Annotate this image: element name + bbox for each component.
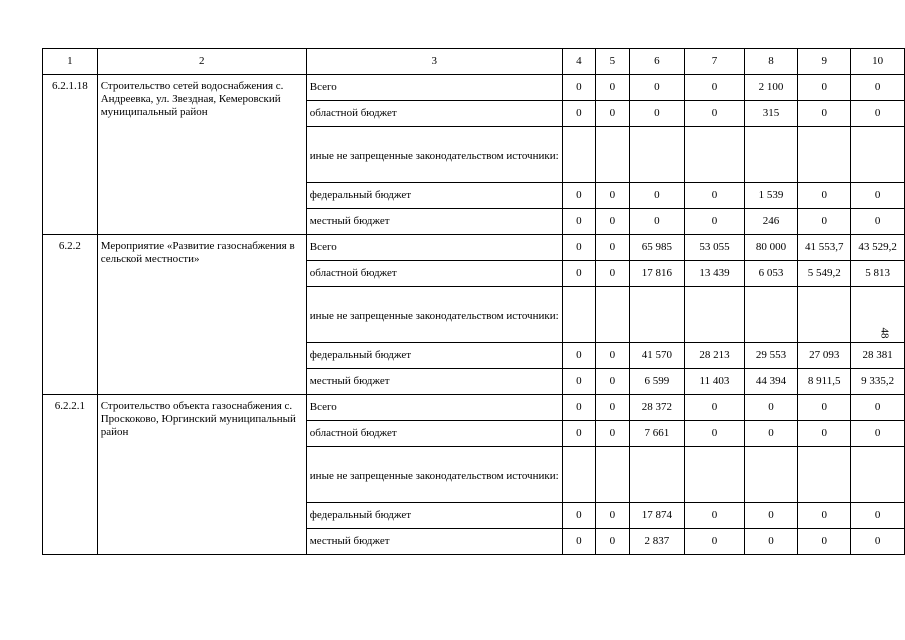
value-cell: 0 (798, 101, 851, 127)
item-name: Строительство объекта газоснабжения с. Проскоково, Юргинский муниципальный район (97, 395, 306, 555)
value-cell: 0 (798, 503, 851, 529)
value-cell: 0 (562, 369, 596, 395)
header-cell: 5 (596, 49, 630, 75)
value-cell: 0 (562, 343, 596, 369)
value-cell: 0 (798, 183, 851, 209)
funding-source: областной бюджет (306, 101, 562, 127)
value-cell: 0 (851, 421, 905, 447)
budget-table (42, 48, 905, 555)
value-cell: 17 816 (629, 261, 685, 287)
value-cell (629, 447, 685, 503)
value-cell: 29 553 (744, 343, 798, 369)
table-body (43, 49, 905, 555)
value-cell: 0 (562, 101, 596, 127)
value-cell (685, 287, 744, 343)
item-name: Строительство сетей водоснабжения с. Андреевка, ул. Звездная, Кемеровский муниципальный район (97, 75, 306, 235)
value-cell: 41 570 (629, 343, 685, 369)
value-cell: 0 (744, 421, 798, 447)
value-cell: 27 093 (798, 343, 851, 369)
value-cell: 0 (562, 261, 596, 287)
value-cell: 0 (851, 101, 905, 127)
value-cell (562, 447, 596, 503)
header-cell: 2 (97, 49, 306, 75)
value-cell: 0 (596, 261, 630, 287)
value-cell: 0 (562, 421, 596, 447)
header-row (43, 49, 905, 75)
value-cell: 0 (744, 529, 798, 555)
value-cell: 53 055 (685, 235, 744, 261)
item-number: 6.2.2 (43, 235, 98, 395)
value-cell: 0 (685, 75, 744, 101)
value-cell: 0 (851, 395, 905, 421)
value-cell (629, 127, 685, 183)
value-cell: 0 (851, 183, 905, 209)
value-cell: 0 (629, 75, 685, 101)
header-cell: 4 (562, 49, 596, 75)
value-cell (685, 447, 744, 503)
value-cell: 315 (744, 101, 798, 127)
value-cell: 0 (685, 529, 744, 555)
funding-source: областной бюджет (306, 421, 562, 447)
value-cell (685, 127, 744, 183)
funding-source: иные не запрещенные законодательством источники: (306, 447, 562, 503)
header-cell: 6 (629, 49, 685, 75)
value-cell: 2 100 (744, 75, 798, 101)
value-cell: 0 (596, 421, 630, 447)
value-cell: 0 (798, 75, 851, 101)
table-row (43, 75, 905, 101)
funding-source: местный бюджет (306, 369, 562, 395)
value-cell: 0 (851, 209, 905, 235)
value-cell: 0 (562, 209, 596, 235)
value-cell: 0 (685, 503, 744, 529)
value-cell (851, 447, 905, 503)
value-cell (596, 447, 630, 503)
value-cell: 0 (596, 183, 630, 209)
value-cell: 2 837 (629, 529, 685, 555)
page-number: 48 (878, 327, 891, 339)
value-cell: 0 (596, 209, 630, 235)
funding-source: Всего (306, 75, 562, 101)
value-cell: 13 439 (685, 261, 744, 287)
value-cell: 11 403 (685, 369, 744, 395)
value-cell: 0 (562, 183, 596, 209)
value-cell (798, 287, 851, 343)
value-cell: 0 (798, 529, 851, 555)
value-cell: 0 (596, 75, 630, 101)
header-cell: 10 (851, 49, 905, 75)
value-cell: 0 (851, 503, 905, 529)
value-cell: 44 394 (744, 369, 798, 395)
value-cell: 0 (629, 101, 685, 127)
value-cell: 28 372 (629, 395, 685, 421)
value-cell: 0 (596, 369, 630, 395)
value-cell: 0 (562, 75, 596, 101)
value-cell: 0 (596, 101, 630, 127)
funding-source: Всего (306, 235, 562, 261)
value-cell: 0 (562, 235, 596, 261)
value-cell: 0 (685, 421, 744, 447)
value-cell (798, 447, 851, 503)
value-cell: 0 (685, 395, 744, 421)
value-cell (744, 287, 798, 343)
value-cell: 0 (798, 209, 851, 235)
value-cell (851, 127, 905, 183)
value-cell (744, 127, 798, 183)
value-cell: 0 (562, 529, 596, 555)
header-cell: 3 (306, 49, 562, 75)
value-cell: 0 (851, 529, 905, 555)
funding-source: Всего (306, 395, 562, 421)
value-cell: 28 213 (685, 343, 744, 369)
table-row (43, 235, 905, 261)
value-cell: 5 813 (851, 261, 905, 287)
value-cell (629, 287, 685, 343)
value-cell: 0 (685, 209, 744, 235)
funding-source: иные не запрещенные законодательством источники: (306, 127, 562, 183)
value-cell: 0 (798, 421, 851, 447)
value-cell: 0 (562, 395, 596, 421)
value-cell (596, 287, 630, 343)
value-cell (798, 127, 851, 183)
value-cell: 8 911,5 (798, 369, 851, 395)
table-row (43, 395, 905, 421)
header-cell: 1 (43, 49, 98, 75)
value-cell: 0 (562, 503, 596, 529)
value-cell: 6 599 (629, 369, 685, 395)
funding-source: федеральный бюджет (306, 503, 562, 529)
value-cell (596, 127, 630, 183)
value-cell: 6 053 (744, 261, 798, 287)
value-cell: 28 381 (851, 343, 905, 369)
value-cell: 246 (744, 209, 798, 235)
value-cell: 5 549,2 (798, 261, 851, 287)
value-cell (562, 127, 596, 183)
value-cell: 0 (596, 235, 630, 261)
value-cell (744, 447, 798, 503)
funding-source: местный бюджет (306, 209, 562, 235)
value-cell: 1 539 (744, 183, 798, 209)
value-cell: 0 (798, 395, 851, 421)
value-cell: 65 985 (629, 235, 685, 261)
value-cell: 7 661 (629, 421, 685, 447)
header-cell: 9 (798, 49, 851, 75)
funding-source: иные не запрещенные законодательством источники: (306, 287, 562, 343)
value-cell: 0 (596, 395, 630, 421)
value-cell: 17 874 (629, 503, 685, 529)
value-cell: 0 (596, 503, 630, 529)
value-cell: 0 (629, 183, 685, 209)
funding-source: местный бюджет (306, 529, 562, 555)
value-cell: 41 553,7 (798, 235, 851, 261)
value-cell: 9 335,2 (851, 369, 905, 395)
value-cell: 80 000 (744, 235, 798, 261)
value-cell: 0 (744, 395, 798, 421)
funding-source: федеральный бюджет (306, 183, 562, 209)
header-cell: 8 (744, 49, 798, 75)
value-cell (562, 287, 596, 343)
funding-source: областной бюджет (306, 261, 562, 287)
value-cell: 0 (596, 529, 630, 555)
header-cell: 7 (685, 49, 744, 75)
value-cell: 0 (596, 343, 630, 369)
item-number: 6.2.1.18 (43, 75, 98, 235)
value-cell: 0 (851, 75, 905, 101)
funding-source: федеральный бюджет (306, 343, 562, 369)
item-name: Мероприятие «Развитие газоснабжения в сельской местности» (97, 235, 306, 395)
value-cell: 0 (744, 503, 798, 529)
value-cell: 0 (685, 101, 744, 127)
value-cell: 0 (629, 209, 685, 235)
item-number: 6.2.2.1 (43, 395, 98, 555)
value-cell: 43 529,2 (851, 235, 905, 261)
value-cell: 0 (685, 183, 744, 209)
